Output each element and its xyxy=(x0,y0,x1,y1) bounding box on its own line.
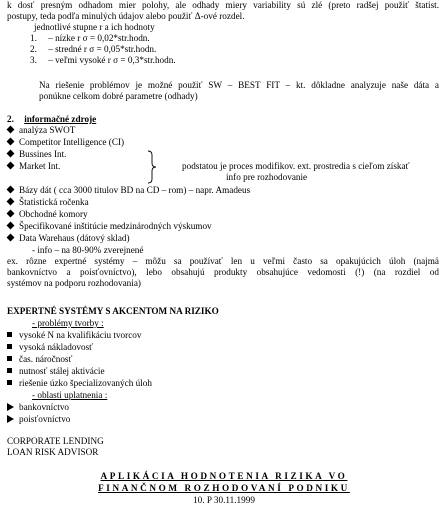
list-item-text: Bussines Int. xyxy=(19,149,67,159)
square-bullet-icon xyxy=(7,332,12,337)
expert-note-2: bankovníctvo a poisťovníctvo), lebo obsahujú produkty obsahujúce vedomosti (!) (na rozdiel od xyxy=(7,267,439,277)
list-item-text: riešenie úzko špecializovaných úloh xyxy=(19,378,152,388)
list-item xyxy=(7,378,152,389)
list-item-text: Bázy dát ( cca 3000 titulov BD na CD – rom) – napr. Amadeus xyxy=(19,185,251,195)
section-title: informačné zdroje xyxy=(24,114,97,124)
paragraph-bestfit-1: Na riešenie problémov je možné použiť SW – BEST FIT – kt. dôkladne analyzuje naše dáta a xyxy=(39,80,439,90)
diamond-bullet-icon xyxy=(7,126,15,134)
paragraph-bestfit-2: ponúkne celkom dobré parametre (odhady) xyxy=(39,91,198,101)
step-item xyxy=(30,33,150,44)
list-item xyxy=(7,137,124,148)
list-item xyxy=(7,125,75,136)
diamond-bullet-icon xyxy=(7,138,15,146)
list-item-text: Obchodné komory xyxy=(19,209,88,219)
list-item-text: Market Int. xyxy=(19,161,61,171)
diamond-bullet-icon xyxy=(7,162,15,170)
curly-brace-icon xyxy=(146,150,158,184)
list-item-text: čas. náročnosť xyxy=(19,354,73,364)
list-item-text: Competitor Intelligence (CI) xyxy=(19,137,125,147)
list-item xyxy=(7,354,72,365)
brace-note-2: info pre rozhodovanie xyxy=(226,172,308,182)
list-item xyxy=(7,197,89,208)
list-item-text: vysoká nákladovosť xyxy=(19,342,94,352)
list-item-text: nutnosť stálej aktivácie xyxy=(19,366,105,376)
list-item-text: vysoké N na kvalifikáciu tvorcov xyxy=(19,330,142,340)
diamond-bullet-icon xyxy=(7,234,15,242)
square-bullet-icon xyxy=(7,344,12,349)
step-number: 2. xyxy=(30,44,37,54)
step-text: – nízke r σ = 0,02*str.hodn. xyxy=(48,33,150,43)
footer-title-line-2: FINANČNOM ROZHODOVANÍ PODNIKU xyxy=(98,483,350,493)
list-item xyxy=(7,366,105,377)
expert-note-3: systémov na podporu rozhodovania) xyxy=(7,278,141,288)
tool-name: CORPORATE LENDING xyxy=(7,436,104,446)
section-2-heading xyxy=(7,114,96,125)
diamond-bullet-icon xyxy=(7,210,15,218)
problems-label: - problémy tvorby : xyxy=(32,318,104,328)
list-item xyxy=(7,414,70,425)
diamond-bullet-icon xyxy=(7,198,15,206)
list-item xyxy=(7,330,141,341)
diamond-bullet-icon xyxy=(7,186,15,194)
expert-note-1: ex. rôzne expertné systémy – môžu sa používať len u veľmi často sa opakujúcich úloh (najmä xyxy=(7,256,439,266)
footer-date: 10. P 30.11.1999 xyxy=(193,495,255,505)
step-item xyxy=(30,44,156,55)
areas-label: - oblasti uplatnenia : xyxy=(32,390,108,400)
list-item-text: bankovníctvo xyxy=(19,402,70,412)
list-item xyxy=(7,342,93,353)
square-bullet-icon xyxy=(7,368,12,373)
step-number: 3. xyxy=(30,55,37,65)
expert-systems-heading: EXPERTNÉ SYSTÉMY S AKCENTOM NA RIZIKO xyxy=(7,306,219,316)
arrow-bullet-icon xyxy=(7,415,14,423)
square-bullet-icon xyxy=(7,380,12,385)
list-item xyxy=(7,185,250,196)
list-item-text: Špecifikované inštitúcie medzinárodných výskumov xyxy=(19,221,212,231)
list-item xyxy=(7,233,130,244)
footer-title-line-1: APLIKÁCIA HODNOTENIA RIZIKA VO xyxy=(100,471,348,481)
section-number: 2. xyxy=(7,114,14,124)
list-item-text: Data Warehaus (dátový sklad) xyxy=(19,233,130,243)
intro-line-1: k dosť presným odhadom mier polohy, ale odhady miery variability sú zlé (preto radšej použiť štatist. xyxy=(7,0,439,10)
list-item xyxy=(7,149,66,160)
list-item-text: analýza SWOT xyxy=(19,125,76,135)
step-text: – stredné r σ = 0,05*str.hodn. xyxy=(48,44,157,54)
intro-line-3: jednotlivé stupne r a ich hodnoty xyxy=(34,22,155,32)
diamond-bullet-icon xyxy=(7,150,15,158)
list-item xyxy=(7,221,212,232)
sub-note: - info – na 80-90% zverejnené xyxy=(32,245,144,255)
list-item-text: Štatistická ročenka xyxy=(19,197,89,207)
square-bullet-icon xyxy=(7,356,12,361)
list-item xyxy=(7,161,60,172)
list-item xyxy=(7,209,88,220)
list-item xyxy=(7,402,69,413)
list-item-text: poisťovníctvo xyxy=(19,414,71,424)
arrow-bullet-icon xyxy=(7,403,14,411)
intro-line-2: postupy, teda podľa minulých údajov alebo použiť Δ-ové rozdel. xyxy=(7,11,245,21)
diamond-bullet-icon xyxy=(7,222,15,230)
step-number: 1. xyxy=(30,33,37,43)
brace-note-1: podstatou je proces modifikov. ext. prostredia s cieľom získať xyxy=(182,161,410,171)
tool-name: LOAN RISK ADVISOR xyxy=(7,447,99,457)
step-text: – veľmi vysoké r σ = 0,3*str.hodn. xyxy=(48,55,176,65)
step-item xyxy=(30,55,176,66)
